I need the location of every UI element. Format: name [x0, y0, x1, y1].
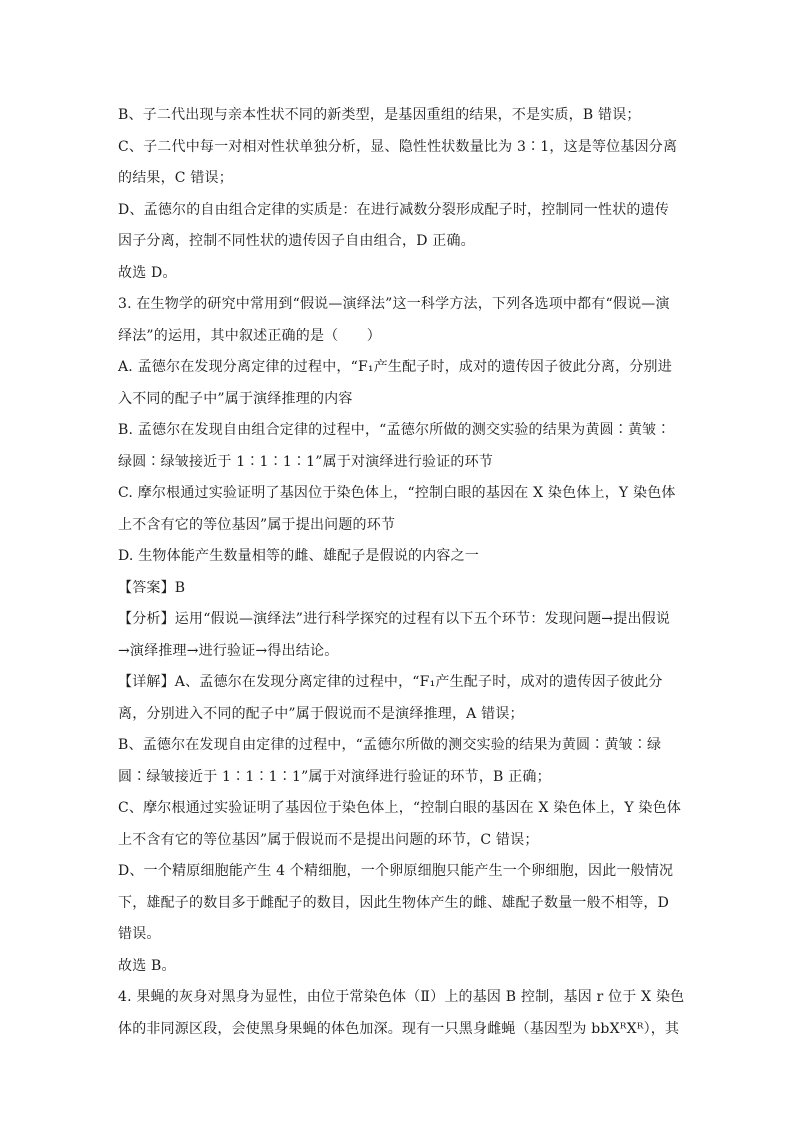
- detail-line: B、孟德尔在发现自由定律的过程中，“孟德尔所做的测交实验的结果为黄圆∶黄皱∶绿: [118, 737, 662, 753]
- text-line: 因子分离，控制不同性状的遗传因子自由组合，D 正确。: [118, 233, 475, 249]
- option-b: B. 孟德尔在发现自由组合定律的过程中，“孟德尔所做的测交实验的结果为黄圆∶黄皱∶: [118, 422, 671, 438]
- detail-line: 上不含有它的等位基因”属于假说而不是提出问题的环节，C 错误；: [118, 831, 539, 848]
- option-a: 入不同的配子中”属于演绎推理的内容: [118, 390, 353, 407]
- text-line: B、子二代出现与亲本性状不同的新类型，是基因重组的结果，不是实质，B 错误；: [118, 107, 641, 123]
- text-line: D、孟德尔的自由组合定律的实质是：在进行减数分裂形成配子时，控制同一性状的遗传: [118, 201, 670, 218]
- option-d: D. 生物体能产生数量相等的雌、雄配子是假说的内容之一: [118, 548, 480, 564]
- option-c: 上不含有它的等位基因”属于提出问题的环节: [118, 516, 396, 533]
- detail-line: 下，雄配子的数目多于雌配子的数目，因此生物体产生的雌、雄配子数量一般不相等，D: [118, 894, 670, 911]
- detail-line: 离，分别进入不同的配子中”属于假说而不是演绎推理，A 错误；: [118, 705, 524, 722]
- analysis-line: 【分析】运用“假说—演绎法”进行科学探究的过程有以下五个环节：发现问题→提出假说: [118, 611, 671, 627]
- question-3-stem: 绎法”的运用，其中叙述正确的是（ ）: [118, 327, 381, 344]
- text-line: C、子二代中每一对相对性状单独分析，显、隐性性状数量比为 3∶1，这是等位基因分离: [118, 138, 678, 155]
- question-4-stem: 体的非同源区段，会使黑身果蝇的体色加深。现有一只黑身雌蝇（基因型为 bbXᴿXᴿ），其: [118, 1020, 680, 1037]
- option-a: A. 孟德尔在发现分离定律的过程中，“F₁产生配子时，成对的遗传因子彼此分离，分别进: [118, 359, 672, 375]
- answer-line: 【答案】B: [118, 579, 186, 596]
- detail-line: C、摩尔根通过实验证明了基因位于染色体上，“控制白眼的基因在 X 染色体上，Y 染色体: [118, 800, 682, 816]
- document-body: [118, 100, 685, 1045]
- detail-line: D、一个精原细胞能产生 4 个精细胞，一个卵原细胞只能产生一个卵细胞，因此一般情况: [118, 863, 674, 879]
- question-4-stem: 4. 果蝇的灰身对黑身为显性，由位于常染色体（Ⅱ）上的基因 B 控制，基因 r 位于 X 染色: [118, 989, 685, 1005]
- analysis-line: →演绎推理→进行验证→得出结论。: [118, 642, 339, 659]
- detail-line: 错误。: [118, 926, 161, 942]
- detail-line: 故选 B。: [118, 957, 176, 974]
- detail-line: 圆∶绿皱接近于 1∶1∶1∶1”属于对演绎进行验证的环节，B 正确；: [118, 768, 551, 785]
- text-line: 故选 D。: [118, 264, 177, 281]
- question-3-stem: 3. 在生物学的研究中常用到“假说—演绎法”这一科学方法，下列各选项中都有“假说—演: [118, 296, 670, 312]
- option-b: 绿圆∶绿皱接近于 1∶1∶1∶1”属于对演绎进行验证的环节: [118, 453, 494, 470]
- text-line: 的结果，C 错误；: [118, 170, 233, 186]
- option-c: C. 摩尔根通过实验证明了基因位于染色体上，“控制白眼的基因在 X 染色体上，Y 染色体: [118, 485, 676, 501]
- detail-line: 【详解】A、孟德尔在发现分离定律的过程中，“F₁产生配子时，成对的遗传因子彼此分: [118, 674, 663, 690]
